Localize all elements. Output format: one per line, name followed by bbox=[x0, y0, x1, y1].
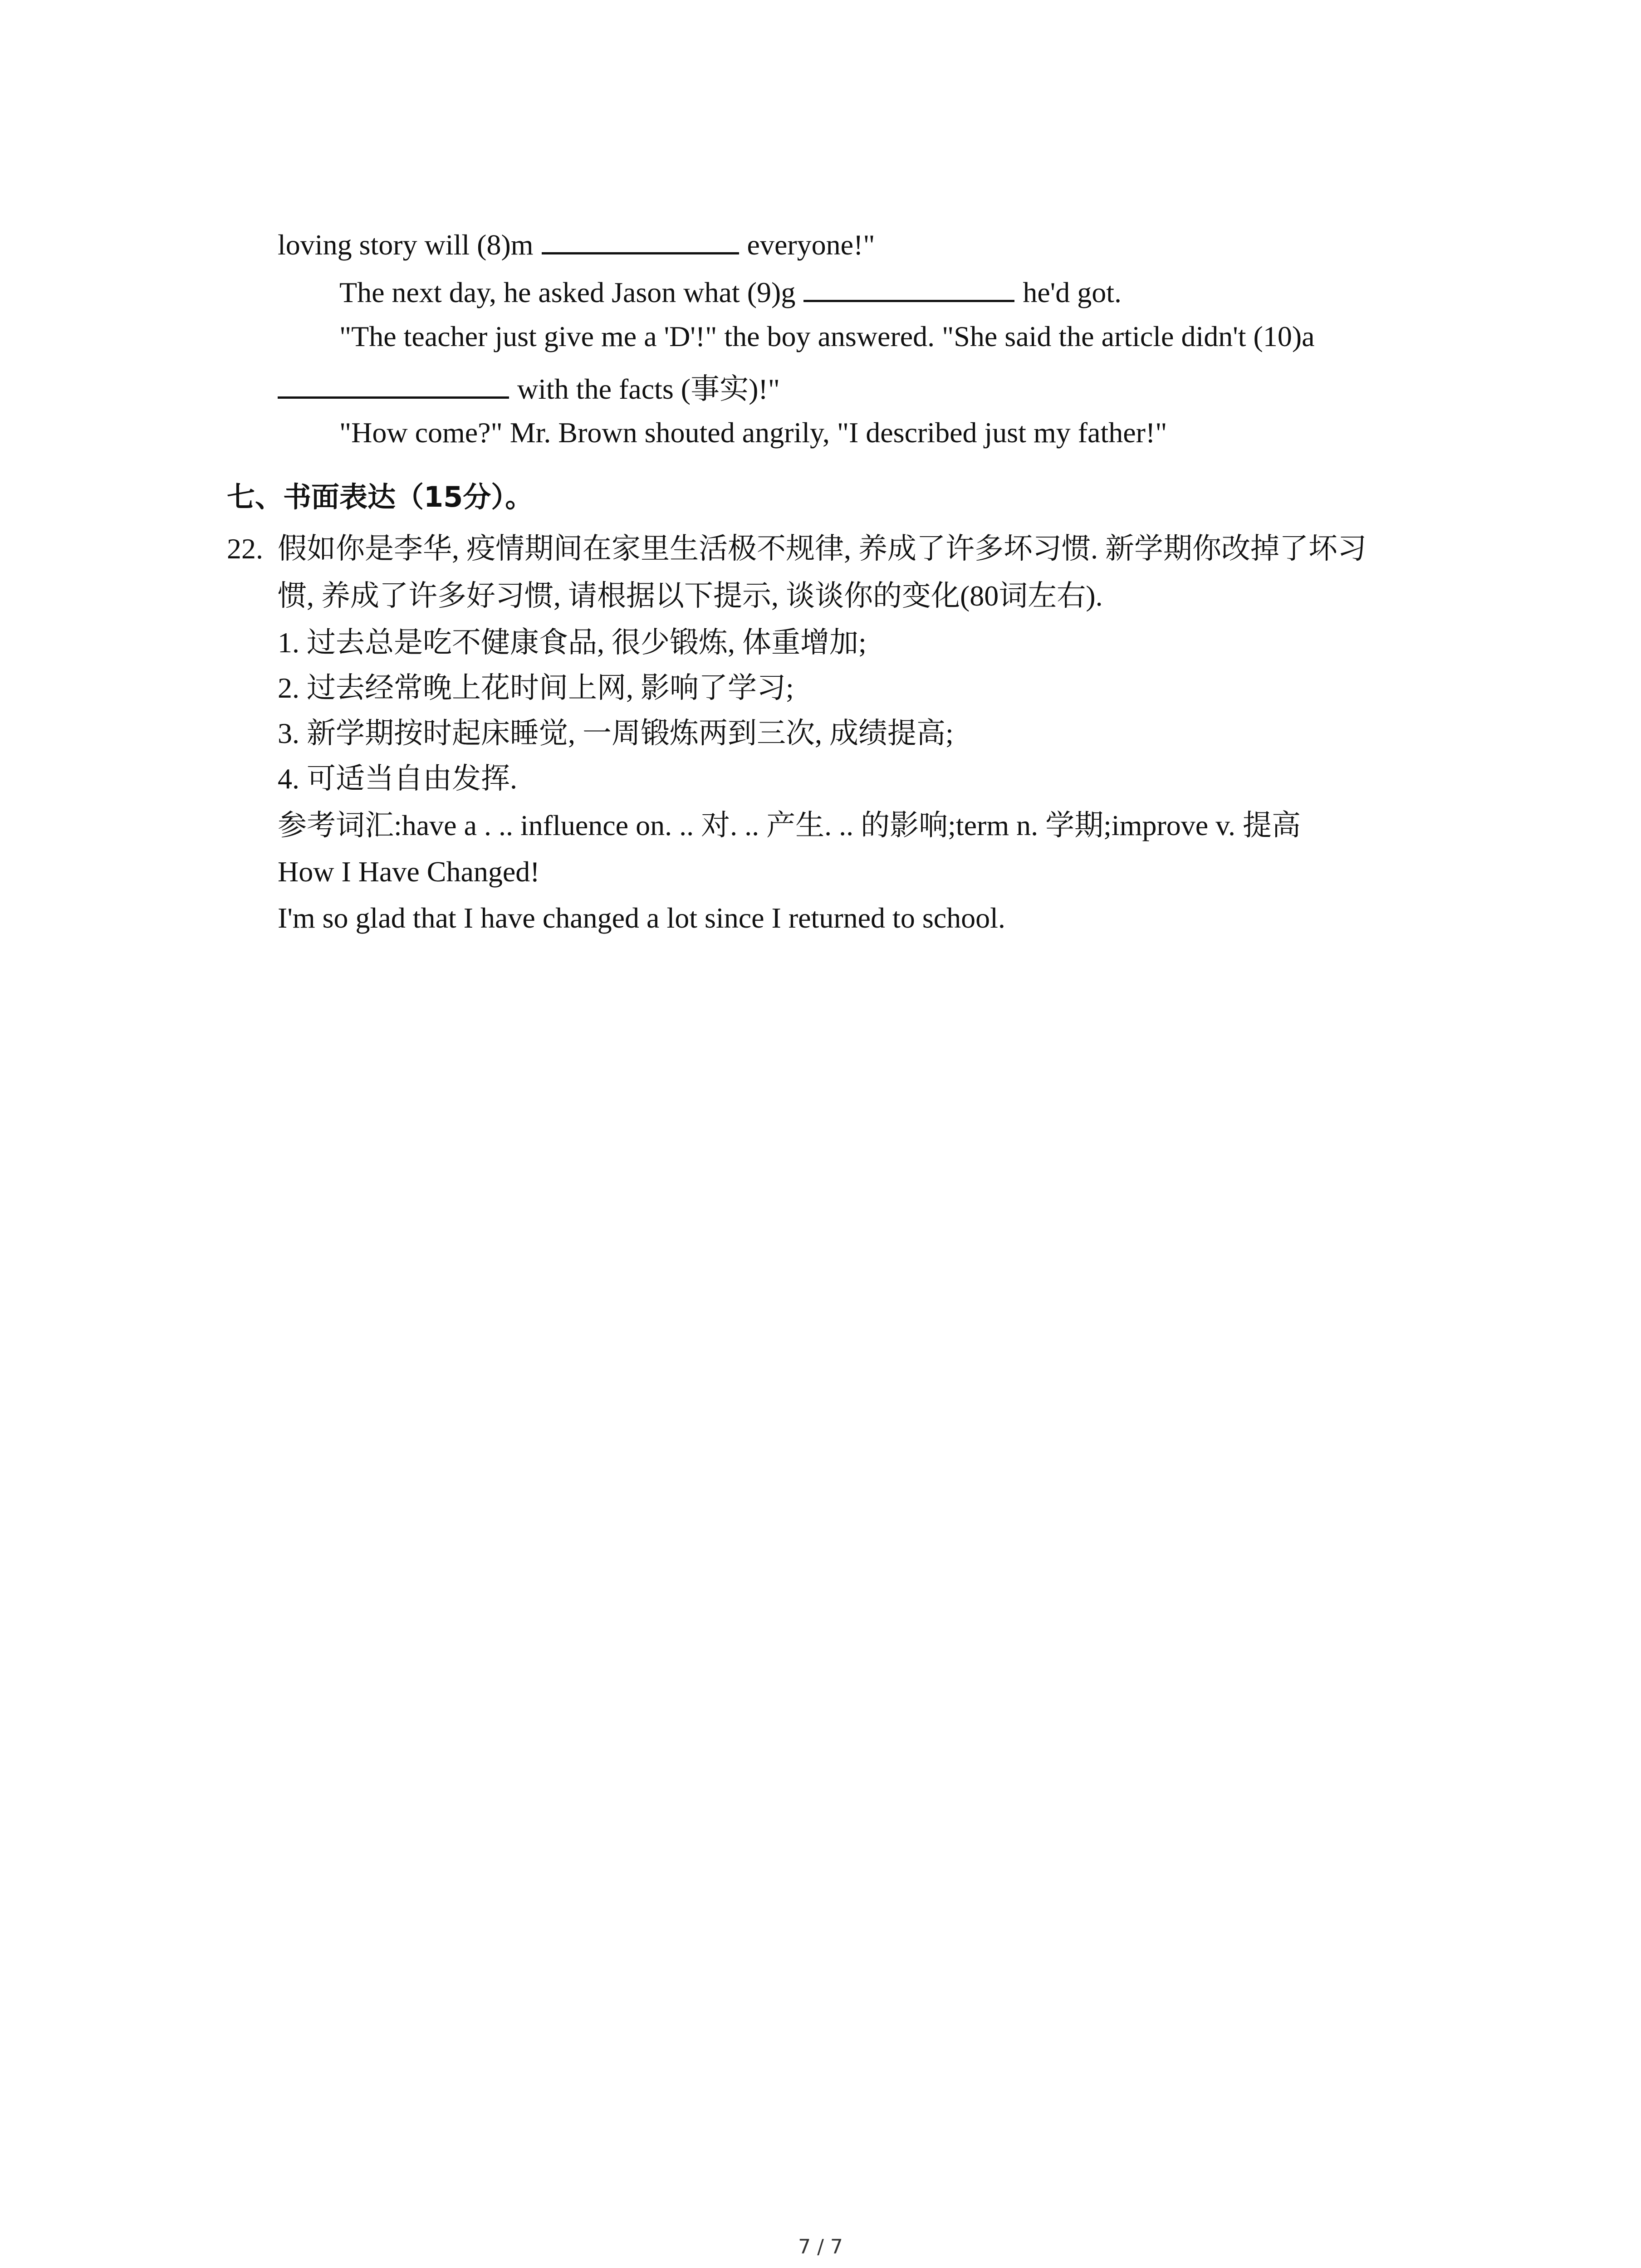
passage-text: he'd got. bbox=[1023, 276, 1122, 308]
question-number: 22. bbox=[227, 533, 263, 565]
passage-line-2 bbox=[339, 274, 1122, 307]
passage-text: The next day, he asked Jason what (9)g bbox=[339, 276, 796, 308]
answer-blank-10[interactable] bbox=[278, 371, 509, 399]
answer-blank-8[interactable] bbox=[542, 227, 739, 254]
hint-point-3: 3. 新学期按时起床睡觉, 一周锻炼两到三次, 成绩提高; bbox=[278, 717, 954, 749]
passage-line-1 bbox=[278, 227, 875, 259]
hint-point-1: 1. 过去总是吃不健康食品, 很少锻炼, 体重增加; bbox=[278, 626, 867, 659]
passage-line-5 bbox=[339, 418, 1167, 447]
passage-text: loving story will (8)m bbox=[278, 229, 534, 261]
reference-vocabulary: 参考词汇:have a . .. influence on. .. 对. .. 产生. .. 的影响;term n. 学期;improve v. 提高 bbox=[278, 809, 1301, 841]
passage-text: with the facts (事实)!" bbox=[517, 373, 780, 405]
answer-blank-9[interactable] bbox=[803, 274, 1014, 302]
passage-line-4 bbox=[278, 371, 780, 404]
page-number: 7 / 7 bbox=[798, 2235, 843, 2258]
passage-line-3 bbox=[339, 322, 1315, 351]
passage-text: everyone!" bbox=[747, 229, 875, 261]
passage-text: "How come?" Mr. Brown shouted angrily, "I described just my father!" bbox=[339, 416, 1167, 449]
question-prompt-line-2: 惯, 养成了许多好习惯, 请根据以下提示, 谈谈你的变化(80词左右). bbox=[278, 580, 1103, 612]
hint-point-4: 4. 可适当自由发挥. bbox=[278, 763, 517, 795]
passage-text: "The teacher just give me a 'D'!" the boy answered. "She said the article didn't (10)a bbox=[339, 320, 1315, 352]
section-heading: 七、书面表达（15分）。 bbox=[227, 480, 534, 513]
question-prompt-line-1: 假如你是李华, 疫情期间在家里生活极不规律, 养成了许多坏习惯. 新学期你改掉了坏习 bbox=[278, 533, 1367, 565]
essay-opening-sentence: I'm so glad that I have changed a lot since I returned to school. bbox=[278, 902, 1005, 934]
essay-title: How I Have Changed! bbox=[278, 855, 540, 888]
hint-point-2: 2. 过去经常晚上花时间上网, 影响了学习; bbox=[278, 672, 794, 704]
